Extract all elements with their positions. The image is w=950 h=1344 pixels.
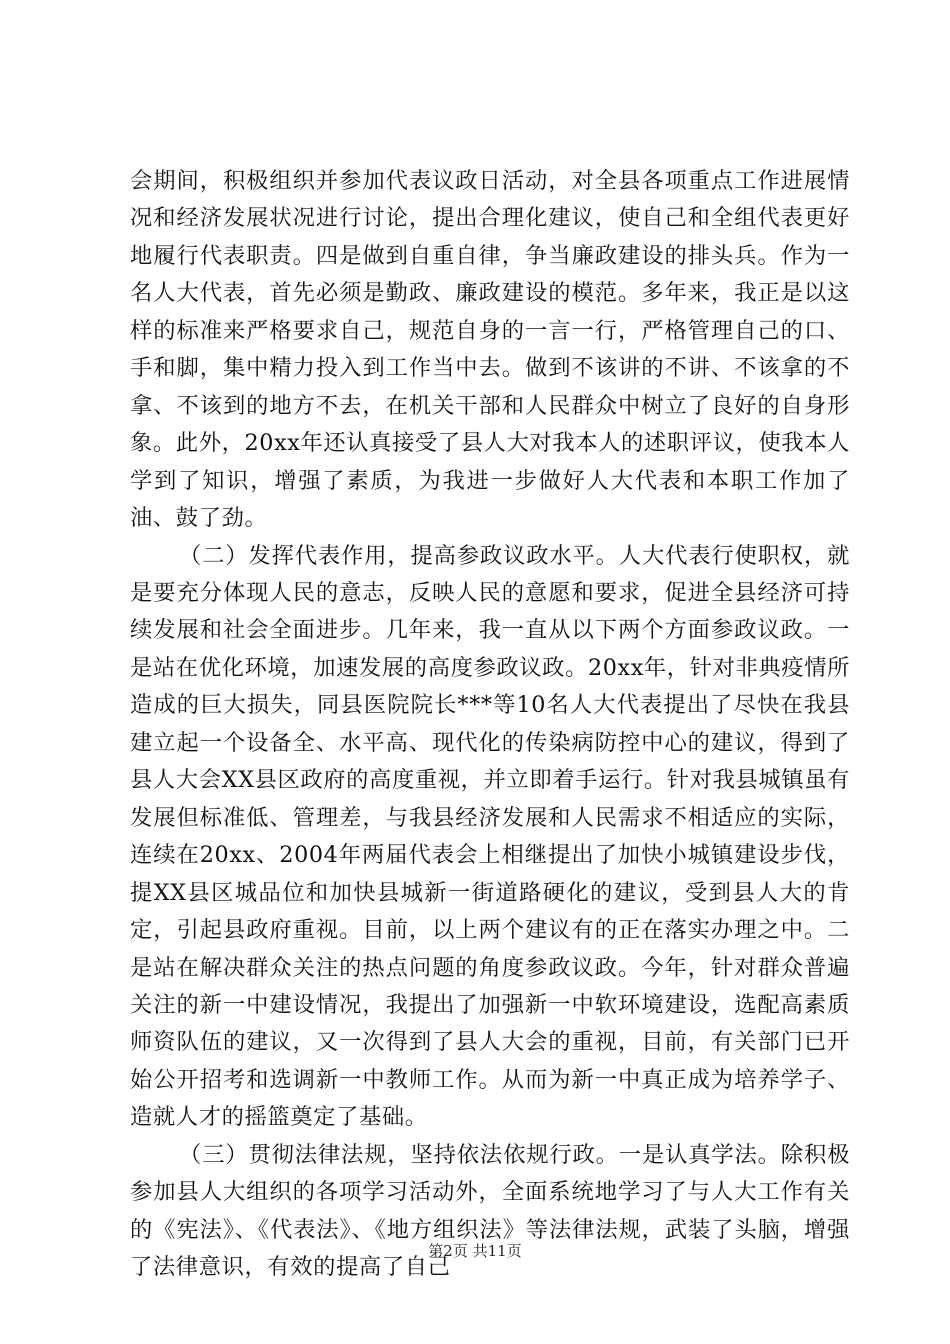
page-number-footer: 第2页 共11页 xyxy=(428,1242,522,1260)
paragraph-1: 会期间，积极组织并参加代表议政日活动，对全县各项重点工作进展情况和经济发展状况进行讨论，提出合理化建议，使自己和全组代表更好地履行代表职责。四是做到自重自律，争当廉政建设的排头兵。作为一名人大代表，首先必须是勤政、廉政建设的模范。多年来，我正是以这样的标准来严格要求自己，规范自身的一言一行，严格管理自己的口、手和脚，集中精力投入到工作当中去。做到不该讲的不讲、不该拿的不拿、不该到的地方不去，在机关干部和人民群众中树立了良好的自身形象。此外，20xx年还认真接受了县人大对我本人的述职评议，使我本人学到了知识，增强了素质，为我进一步做好人大代表和本职工作加了油、鼓了劲。 xyxy=(130,168,850,532)
document-body xyxy=(130,163,850,1287)
paragraph-3: （三）贯彻法律法规，坚持依法依规行政。一是认真学法。除积极参加县人大组织的各项学习活动外，全面系统地学习了与人大工作有关的《宪法》、《代表法》、《地方组织法》等法律法规，武装了头脑，增强了法律意识，有效的提高了自己 xyxy=(130,1141,850,1281)
paragraph-2: （二）发挥代表作用，提高参政议政水平。人大代表行使职权，就是要充分体现人民的意志，反映人民的意愿和要求，促进全县经济可持续发展和社会全面进步。几年来，我一直从以下两个方面参政议政。一是站在优化环境，加速发展的高度参政议政。20xx年，针对非典疫情所造成的巨大损失，同县医院院长***等10名人大代表提出了尽快在我县建立起一个设备全、水平高、现代化的传染病防控中心的建议，得到了县人大会XX县区政府的高度重视，并立即着手运行。针对我县城镇虽有发展但标准低、管理差，与我县经济发展和人民需求不相适应的实际，连续在20xx、2004年两届代表会上相继提出了加快小城镇建设步伐，提XX县区城品位和加快县城新一街道路硬化的建议，受到县人大的肯定，引起县政府重视。目前，以上两个建议有的正在落实办理之中。二是站在解决群众关注的热点问题的角度参政议政。今年，针对群众普遍关注的新一中建设情况，我提出了加强新一中软环境建设，选配高素质师资队伍的建议，又一次得到了县人大会的重视，目前，有关部门已开始公开招考和选调新一中教师工作。从而为新一中真正成为培养学子、造就人才的摇篮奠定了基础。 xyxy=(130,542,850,1131)
